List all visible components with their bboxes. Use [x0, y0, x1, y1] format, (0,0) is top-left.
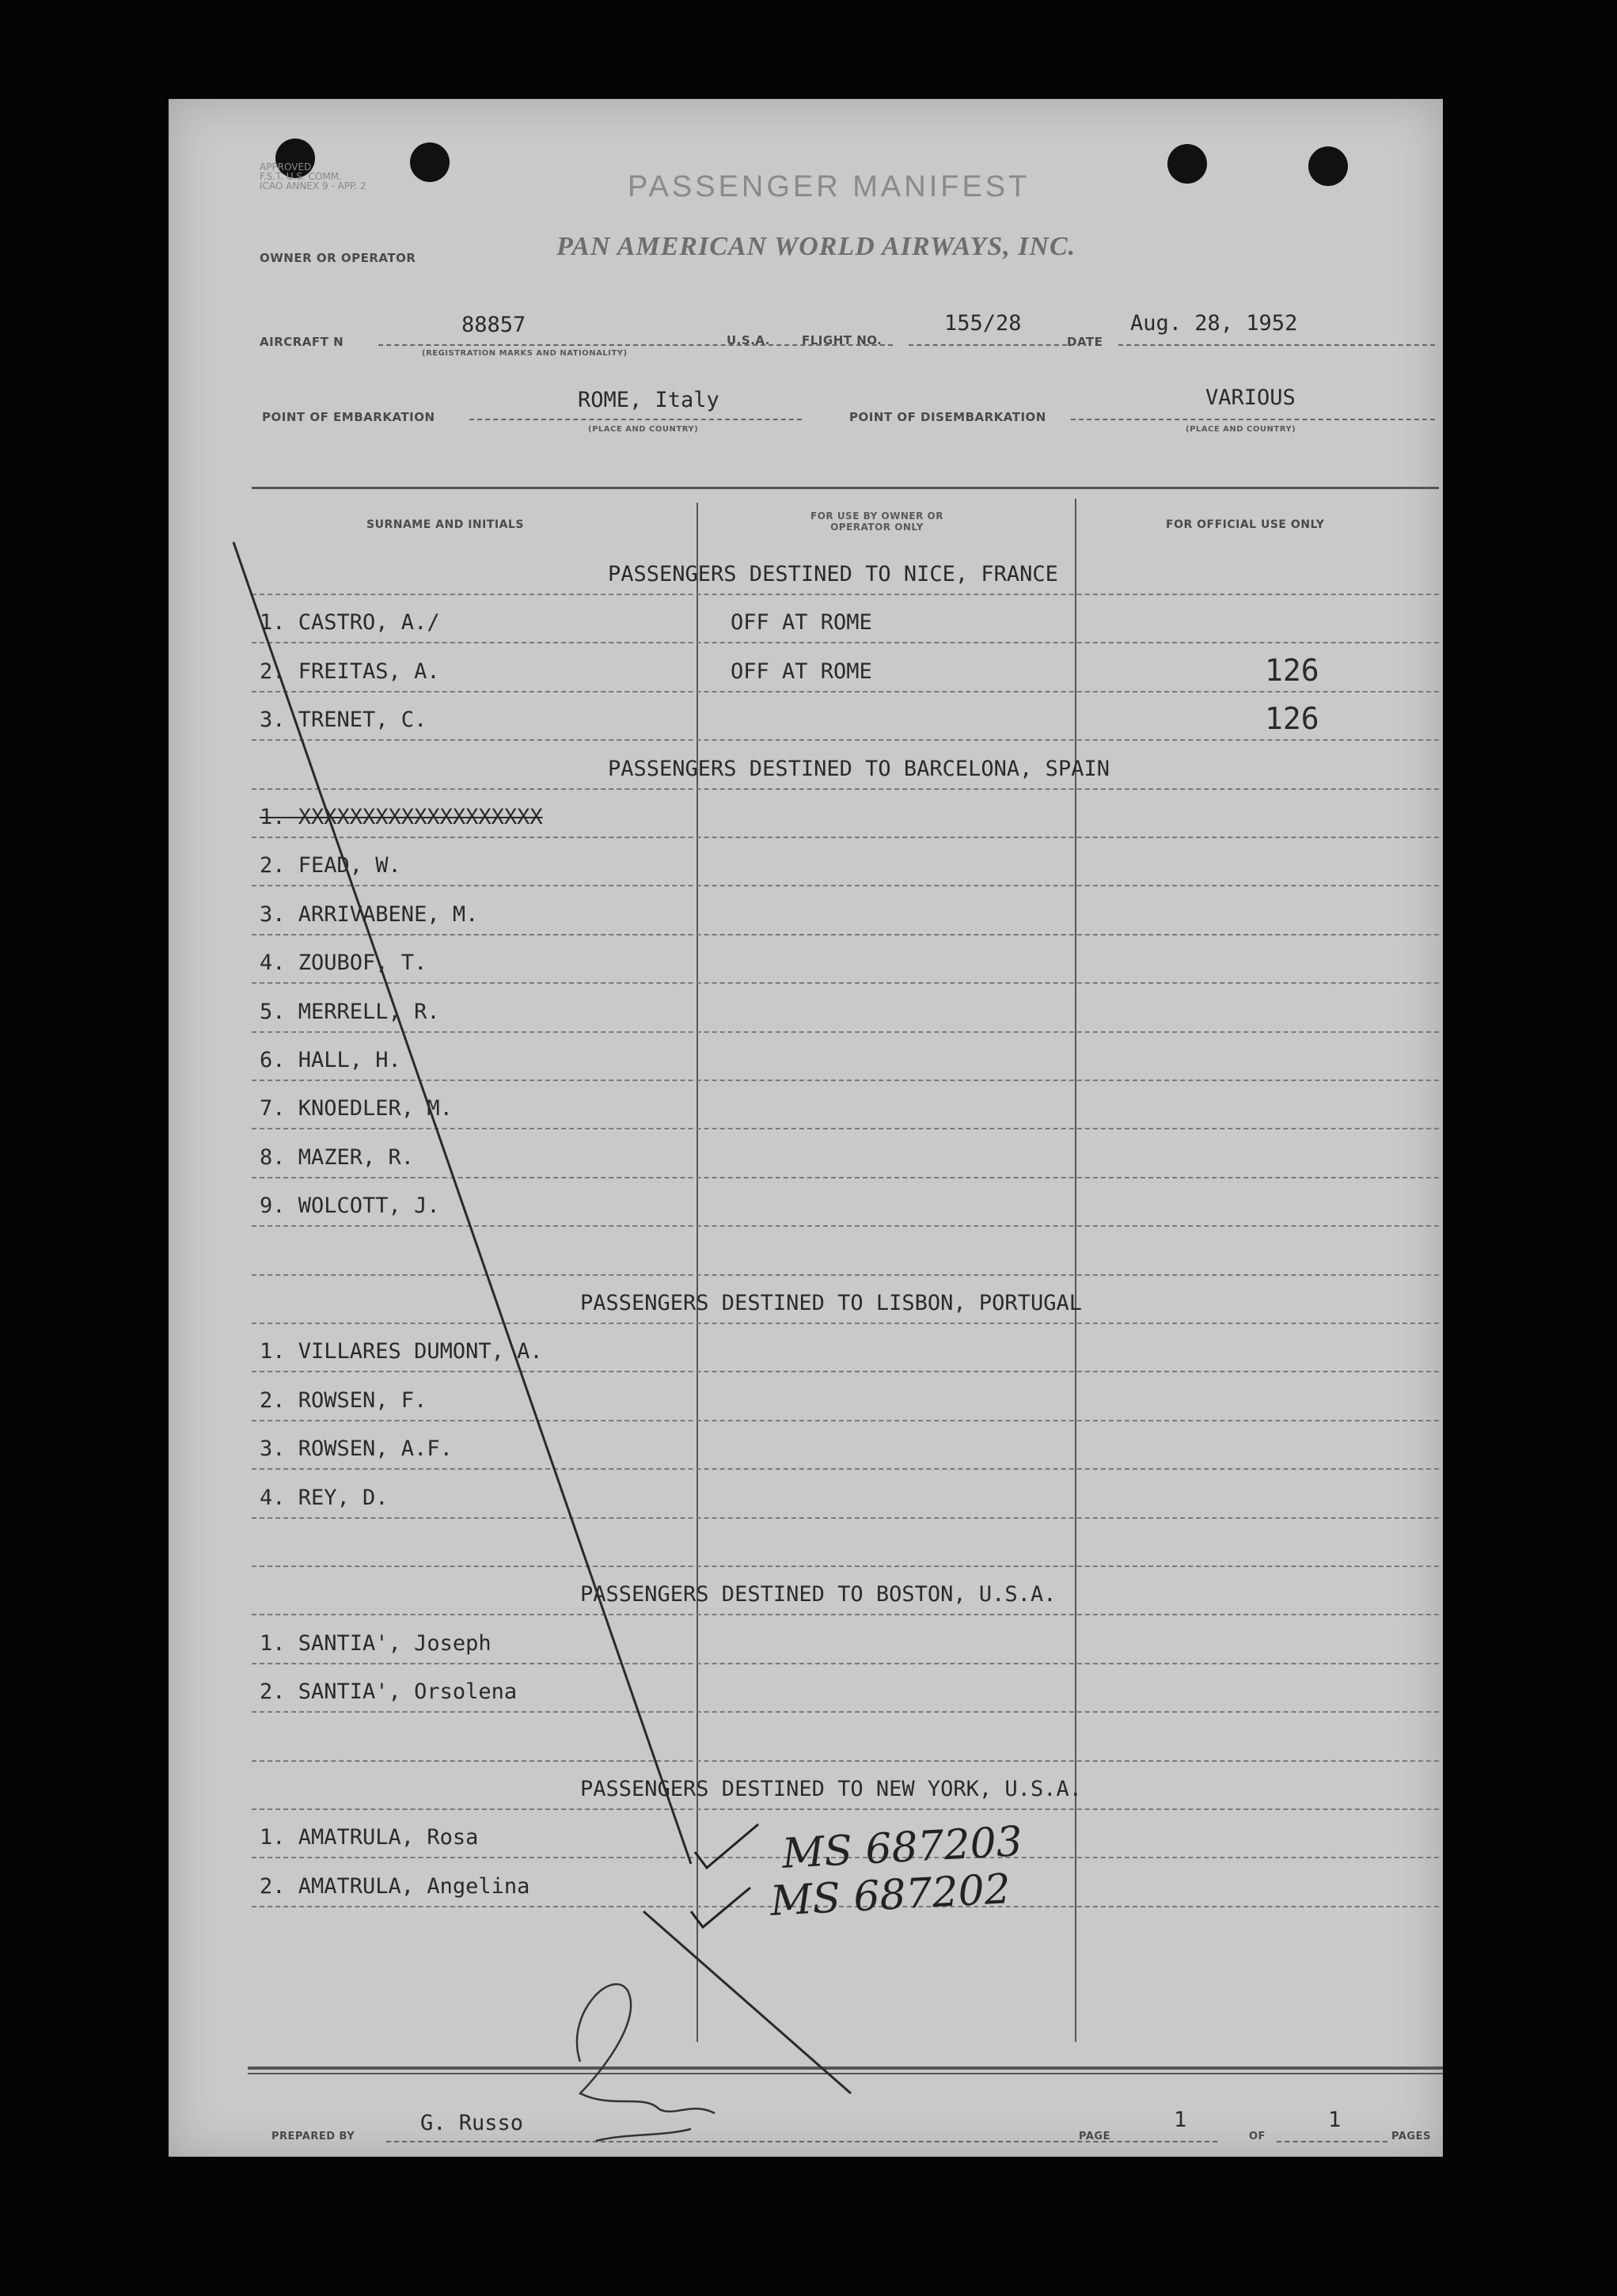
prepared-by-name: G. Russo	[420, 2111, 524, 2135]
destination-heading: PASSENGERS DESTINED TO NEW YORK, U.S.A.	[580, 1777, 1082, 1801]
pages-label: PAGES	[1391, 2131, 1431, 2142]
handwritten-note: MS 687203	[780, 1818, 1024, 1878]
embarkation-point: ROME, Italy	[578, 388, 719, 412]
passenger-name: 8. MAZER, R.	[260, 1144, 415, 1170]
place-caption: (PLACE AND COUNTRY)	[1186, 425, 1296, 434]
struck-passenger-name: 1. XXXXXXXXXXXXXXXXXXX	[260, 805, 543, 829]
place-caption: (PLACE AND COUNTRY)	[588, 425, 699, 434]
disembarkation-point: VARIOUS	[1205, 385, 1296, 410]
page-label: PAGE	[1079, 2131, 1110, 2142]
of-label: OF	[1249, 2131, 1266, 2142]
operator-name: PAN AMERICAN WORLD AIRWAYS, INC.	[556, 232, 1076, 261]
destination-heading: PASSENGERS DESTINED TO BARCELONA, SPAIN	[608, 756, 1110, 781]
signature	[577, 1984, 715, 2141]
pen-marks	[169, 99, 1443, 2157]
total-pages: 1	[1328, 2108, 1342, 2132]
flight-date: Aug. 28, 1952	[1130, 311, 1298, 336]
passenger-name: 9. WOLCOTT, J.	[260, 1194, 440, 1219]
flight-number: 155/28	[944, 311, 1022, 336]
passenger-name: 7. KNOEDLER, M.	[260, 1096, 453, 1121]
passenger-name: 3. ARRIVABENE, M.	[260, 901, 479, 927]
passenger-name: 3. TRENET, C.	[260, 708, 427, 733]
disembarkation-label: POINT OF DISEMBARKATION	[849, 410, 1046, 424]
check-mark	[695, 1824, 758, 1868]
check-mark	[691, 1888, 750, 1927]
passenger-name: 2. FREITAS, A.	[260, 658, 440, 684]
passenger-name: 1. AMATRULA, Rosa	[260, 1825, 479, 1850]
column-header-official-use: FOR OFFICIAL USE ONLY	[1166, 518, 1325, 531]
prepared-by-label: PREPARED BY	[271, 2131, 355, 2142]
aircraft-label: AIRCRAFT N	[260, 335, 344, 349]
passenger-name: 4. ZOUBOF, T.	[260, 951, 427, 976]
owner-label: OWNER OR OPERATOR	[260, 251, 416, 265]
cancel-line	[643, 1911, 851, 2093]
cancel-line	[233, 542, 691, 1864]
page-number: 1	[1174, 2108, 1187, 2132]
passenger-name: 4. REY, D.	[260, 1485, 389, 1510]
approval-stamp: APPROVED F.S.T. U.S. COMM. ICAO ANNEX 9 - APP. 2	[260, 161, 366, 192]
passenger-name: 6. HALL, H.	[260, 1048, 401, 1072]
passenger-name: 5. MERRELL, R.	[260, 999, 440, 1024]
registration-caption: (REGISTRATION MARKS AND NATIONALITY)	[422, 349, 628, 358]
aircraft-number: 88857	[461, 313, 526, 337]
passenger-name: 2. AMATRULA, Angelina	[260, 1873, 530, 1899]
passenger-name: 2. FEAD, W.	[260, 853, 401, 879]
usa-label: U.S.A.	[727, 333, 770, 347]
official-stamp-number: 126	[1265, 652, 1319, 688]
destination-heading: PASSENGERS DESTINED TO BOSTON, U.S.A.	[580, 1582, 1057, 1607]
page-title: PASSENGER MANIFEST	[628, 170, 1031, 203]
passenger-name: 1. CASTRO, A./	[260, 610, 440, 636]
flight-label: FLIGHT NO.	[802, 333, 883, 347]
date-label: DATE	[1067, 335, 1103, 349]
owner-remark: OFF AT ROME	[731, 658, 872, 684]
manifest-sheet	[169, 99, 1443, 2157]
embarkation-label: POINT OF EMBARKATION	[262, 410, 435, 424]
passenger-name: 1. SANTIA', Joseph	[260, 1630, 492, 1656]
handwritten-note: MS 687202	[769, 1865, 1012, 1926]
destination-heading: PASSENGERS DESTINED TO LISBON, PORTUGAL	[580, 1291, 1082, 1315]
column-header-surname: SURNAME AND INITIALS	[366, 518, 524, 531]
owner-remark: OFF AT ROME	[731, 610, 872, 636]
official-stamp-number: 126	[1265, 701, 1319, 737]
passenger-name: 3. ROWSEN, A.F.	[260, 1436, 453, 1462]
passenger-name: 1. VILLARES DUMONT, A.	[260, 1339, 543, 1364]
destination-heading: PASSENGERS DESTINED TO NICE, FRANCE	[608, 562, 1058, 586]
passenger-name: 2. SANTIA', Orsolena	[260, 1679, 518, 1705]
column-header-owner-use: FOR USE BY OWNER OR OPERATOR ONLY	[810, 510, 943, 533]
passenger-name: 2. ROWSEN, F.	[260, 1387, 427, 1413]
